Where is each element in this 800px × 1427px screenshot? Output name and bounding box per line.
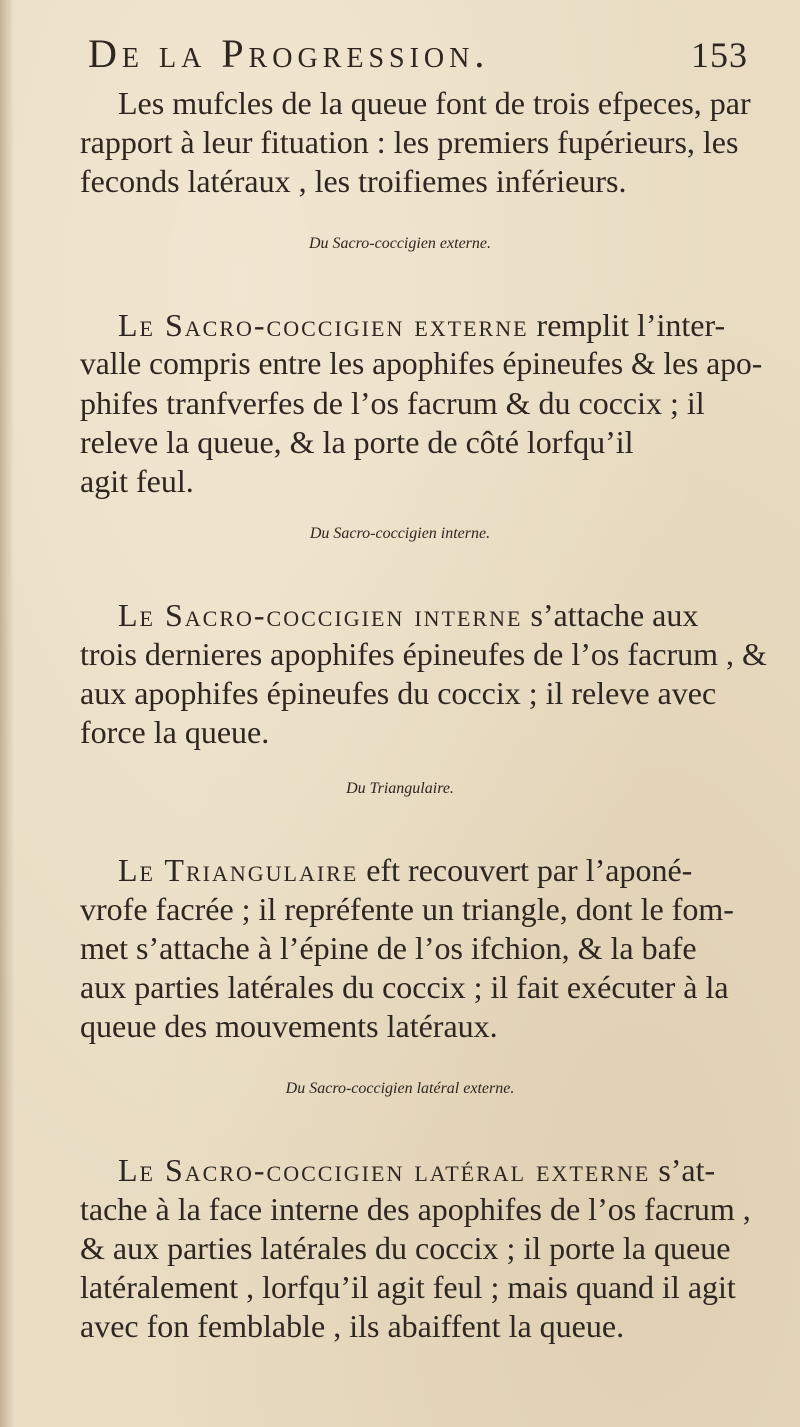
- text-line: tache à la face interne des apophifes de l’os facrum ,: [80, 1191, 751, 1227]
- text-line: [118, 305, 725, 345]
- text-line: [118, 850, 692, 890]
- text-run: eft recouvert par l’aponé-: [358, 852, 693, 888]
- text-line: trois dernieres apophifes épineufes de l’os facrum , &: [80, 636, 767, 672]
- text-line: Les mufcles de la queue font de trois efpeces, par: [118, 85, 751, 121]
- text-line: force la queue.: [80, 714, 270, 750]
- text-line: aux apophifes épineufes du coccix ; il releve avec: [80, 675, 717, 711]
- page-number: 153: [691, 35, 748, 75]
- muscle-name: Le Sacro-coccigien externe: [118, 307, 529, 343]
- text-run: s’at-: [650, 1152, 716, 1188]
- muscle-name: Le Triangulaire: [118, 852, 359, 888]
- text-line: aux parties latérales du coccix ; il fait exécuter à la: [80, 969, 729, 1005]
- section-heading: Du Sacro-coccigien externe.: [309, 235, 491, 252]
- text-line: agit feul.: [80, 463, 194, 499]
- text-line: rapport à leur fituation : les premiers fupérieurs, les: [80, 124, 739, 160]
- text-run: s’attache aux: [522, 597, 699, 633]
- section-heading: Du Triangulaire.: [346, 780, 454, 797]
- text-line: met s’attache à l’épine de l’os ifchion, & la bafe: [80, 930, 697, 966]
- text-line: feconds latéraux , les troifiemes inférieurs.: [80, 163, 627, 199]
- section-heading: Du Sacro-coccigien latéral externe.: [285, 1080, 515, 1097]
- text-line: avec fon femblable , ils abaiffent la queue.: [80, 1308, 625, 1344]
- text-line: valle compris entre les apophifes épineufes & les apo-: [80, 346, 763, 381]
- text-line: latéralement , lorfqu’il agit feul ; mais quand il agit: [80, 1269, 736, 1305]
- text-line: phifes tranfverfes de l’os facrum & du coccix ; il: [80, 385, 705, 421]
- text-line: [118, 595, 698, 635]
- text-line: releve la queue, & la porte de côté lorfqu’il: [80, 424, 634, 460]
- text-line: queue des mouvements latéraux.: [80, 1008, 498, 1044]
- running-head-title: De la Progression.: [88, 31, 490, 76]
- section-heading: Du Sacro-coccigien interne.: [309, 525, 491, 542]
- text-line: [118, 1150, 715, 1190]
- text-line: & aux parties latérales du coccix ; il porte la queue: [80, 1230, 731, 1266]
- running-head: [88, 30, 748, 90]
- text-run: remplit l’inter-: [528, 307, 726, 343]
- muscle-name: Le Sacro-coccigien latéral externe: [118, 1152, 651, 1188]
- page-edge-shadow: [0, 0, 14, 1427]
- text-line: vrofe facrée ; il repréfente un triangle, dont le fom-: [80, 891, 734, 927]
- muscle-name: Le Sacro-coccigien interne: [118, 597, 523, 633]
